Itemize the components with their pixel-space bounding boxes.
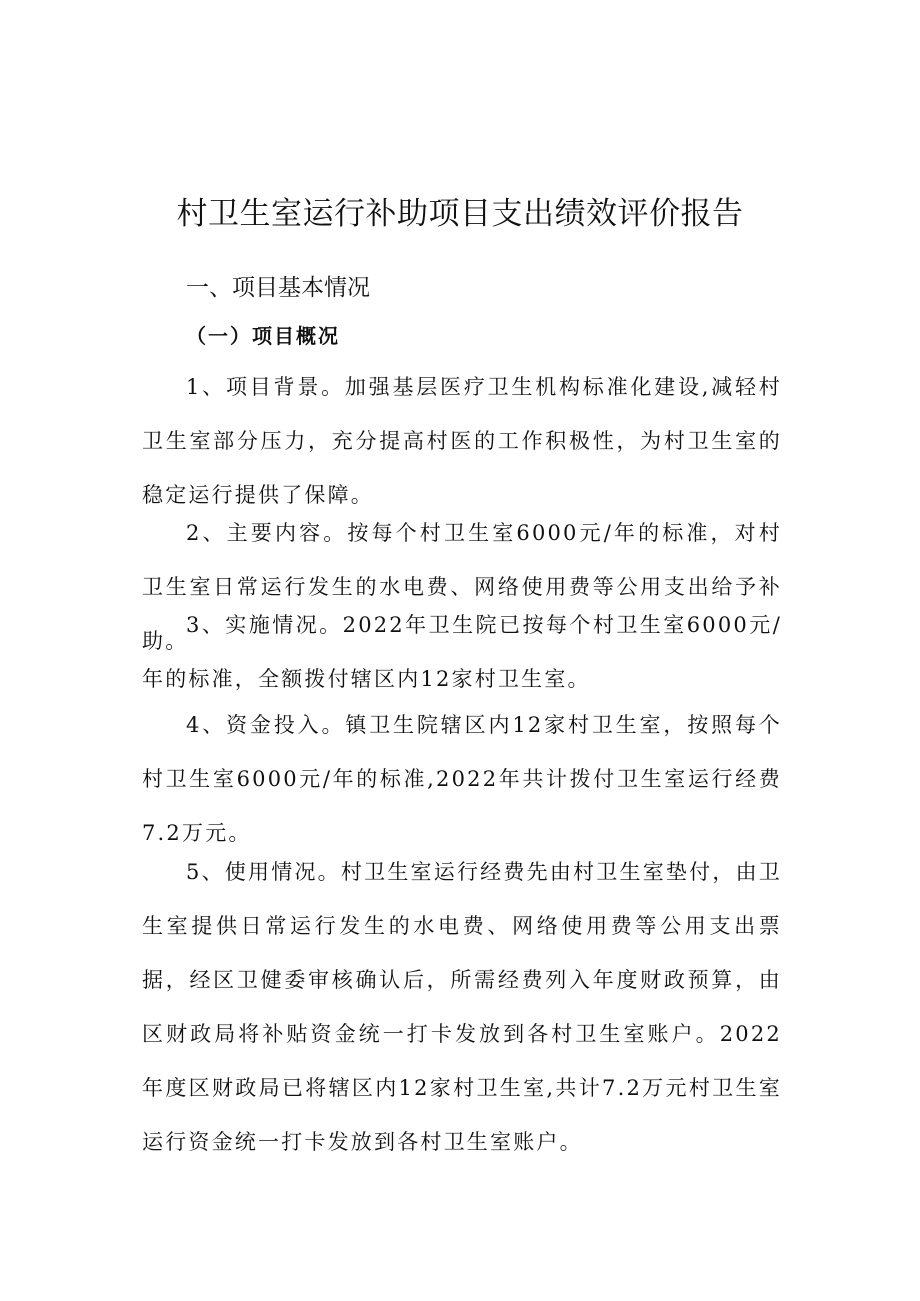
paragraph-implementation: 3、实施情况。2022年卫生院已按每个村卫生室6000元/年的标准，全额拨付辖区内12家村卫生室。 [142,613,782,691]
paragraph-funding: 4、资金投入。镇卫生院辖区内12家村卫生室，按照每个村卫生室6000元/年的标准,2022年共计拨付卫生室运行经费7.2万元。 [142,713,782,845]
paragraph-usage: 5、使用情况。村卫生室运行经费先由村卫生室垫付，由卫生室提供日常运行发生的水电费、网络使用费等公用支出票据，经区卫健委审核确认后，所需经费列入年度财政预算，由区财政局将补贴资金统一打卡发放到各村卫生室账户。2022年度区财政局已将辖区内12家村卫生室,共计7.2万元村卫生室运行资金统一打卡发放到各村卫生室账户。 [142,860,782,1154]
document-title: 村卫生室运行补助项目支出绩效评价报告 [176,196,744,232]
subsection-heading-overview: （一）项目概况 [186,324,340,348]
section-heading-basic-info: 一、项目基本情况 [186,275,370,301]
paragraph-background: 1、项目背景。加强基层医疗卫生机构标准化建设,减轻村卫生室部分压力，充分提高村医的工作积极性，为村卫生室的稳定运行提供了保障。 [142,375,782,507]
paragraph-main-content: 2、主要内容。按每个村卫生室6000元/年的标准，对村卫生室日常运行发生的水电费、网络使用费等公用支出给予补助。 [142,521,782,653]
